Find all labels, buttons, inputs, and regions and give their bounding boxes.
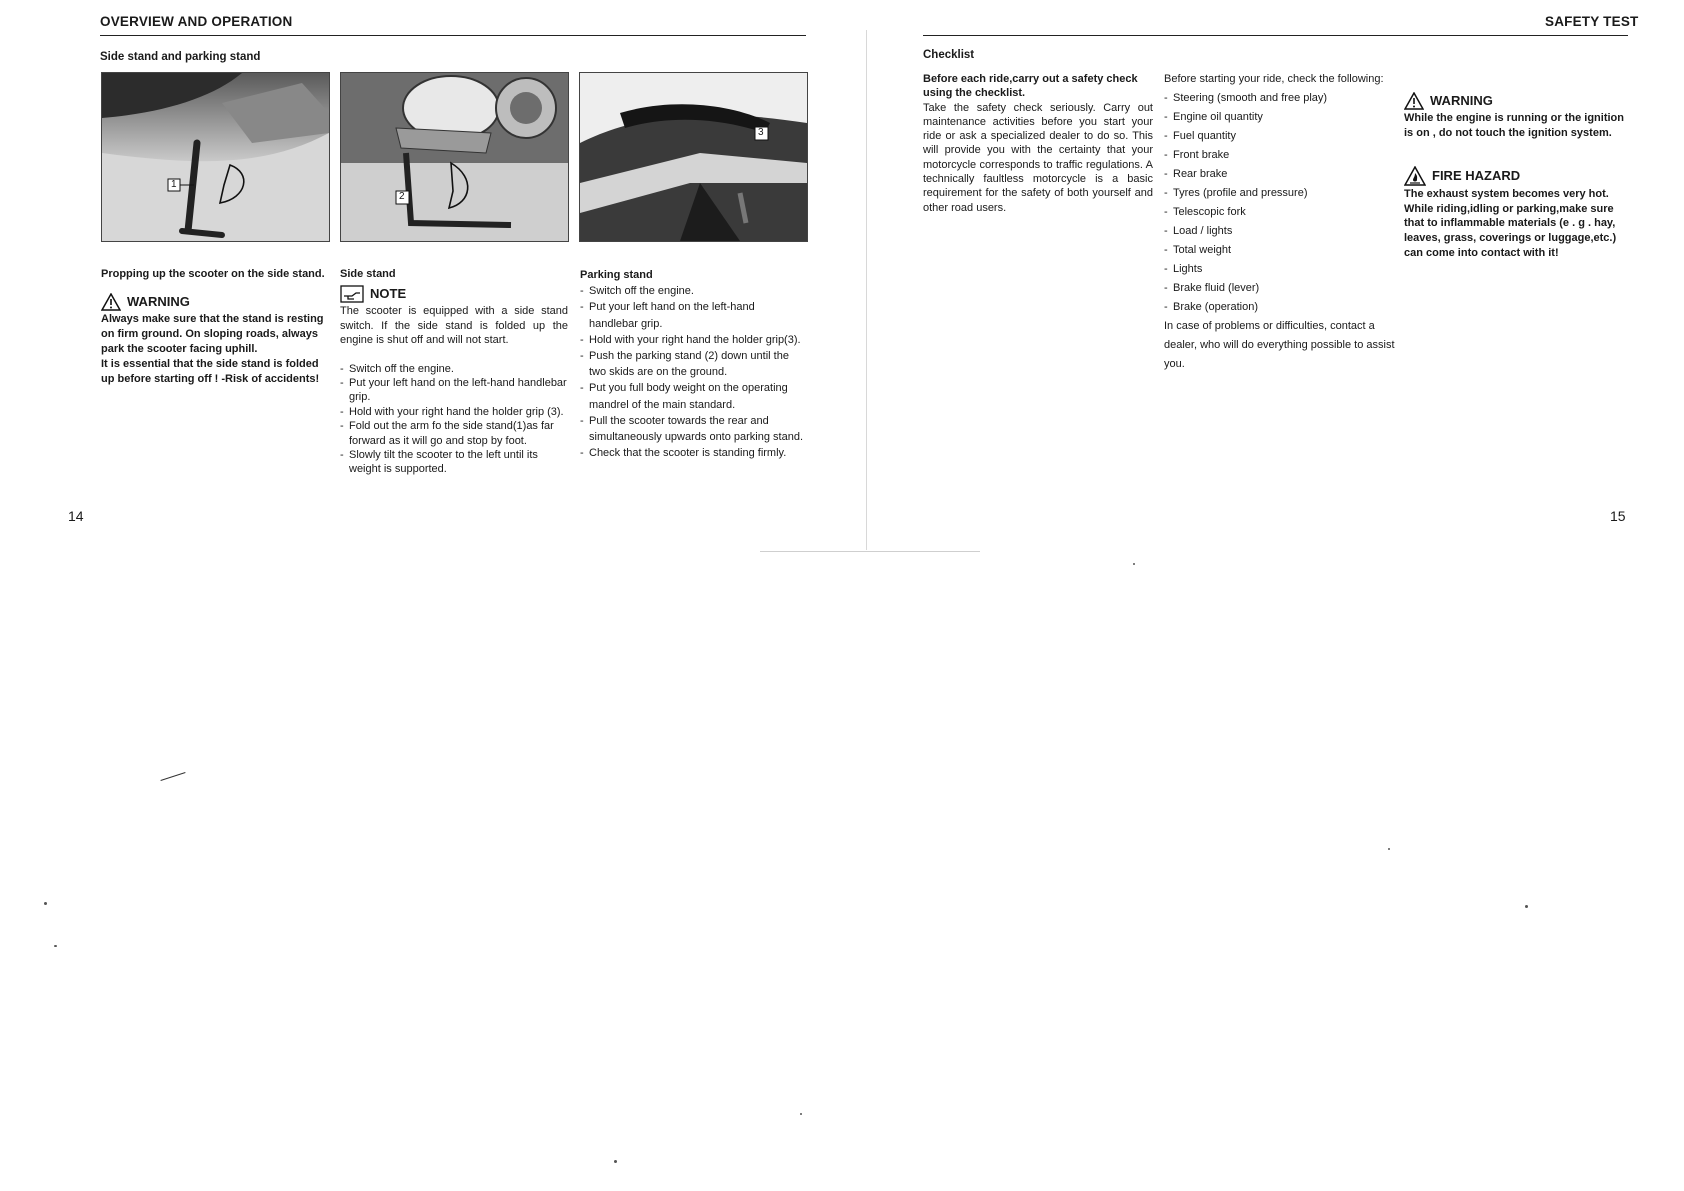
right-column-3 [1404,84,1630,260]
warning-text-1: Always make sure that the stand is resting on firm ground. On sloping roads, always park the scooter facing uphill. [101,313,324,355]
scan-speck [1388,848,1390,850]
warning-triangle-icon [1404,92,1424,110]
list-item: - Push the parking stand (2) down until the two skids are on the ground. [580,348,806,380]
right-page-number: 15 [1610,508,1626,524]
right-header-rule [923,35,1628,36]
list-item: - Put you full body weight on the operating mandrel of the main standard. [580,380,806,412]
list-item: - Engine oil quantity [1164,108,1396,127]
fire-hazard-text: The exhaust system becomes very hot. While riding,idling or parking,make sure that to inflammable materials (e . g . hay, leaves, grass, coverings or luggage,etc.) can come into contact with it! [1404,188,1617,259]
page-fold [866,30,867,550]
pointing-hand-icon [340,285,364,303]
list-item: - Put your left hand on the left-hand handlebar grip. [580,299,806,331]
list-item: - Brake fluid (lever) [1164,279,1396,298]
scan-mark [160,772,185,781]
list-item: - Total weight [1164,241,1396,260]
scan-speck [44,902,47,905]
warning-triangle-icon [101,293,121,311]
warning-text-2: It is essential that the side stand is folded up before starting off ! -Risk of accidents! [101,357,320,385]
left-header-rule [100,35,806,36]
side-stand-propping-title: Propping up the scooter on the side stand. [101,268,325,280]
list-item: - Load / lights [1164,222,1396,241]
list-item: - Fuel quantity [1164,127,1396,146]
list-item: - Tyres (profile and pressure) [1164,184,1396,203]
ignition-warning-text: While the engine is running or the ignition is on , do not touch the ignition system. [1404,112,1624,139]
scan-speck [614,1160,617,1163]
list-item: - Telescopic fork [1164,203,1396,222]
photo-parking-stand [340,72,569,242]
parking-stand-title: Parking stand [580,269,653,281]
list-item: - Rear brake [1164,165,1396,184]
photo-callout-1: 1 [171,179,177,190]
list-item: - Check that the scooter is standing firmly. [580,445,806,461]
left-page-number: 14 [68,508,84,524]
left-page-header: OVERVIEW AND OPERATION [100,14,293,29]
note-label: NOTE [370,286,407,302]
checklist-lead: Before each ride,carry out a safety check using the checklist. [923,73,1138,100]
fire-hazard-label: FIRE HAZARD [1432,167,1521,183]
left-column-1 [101,267,329,386]
list-item: - Pull the scooter towards the rear and simultaneously upwards onto parking stand. [580,413,806,445]
checklist-intro: Before starting your ride, check the following: [1164,73,1384,85]
right-column-2 [1164,70,1396,374]
side-stand-title: Side stand [340,268,396,280]
list-item: - Switch off the engine. [340,362,568,376]
side-stand-steps [340,362,568,477]
photo-callout-2: 2 [399,191,405,202]
scan-speck [1133,563,1135,565]
scan-speck [800,1113,802,1115]
list-item: - Hold with your right hand the holder grip (3). [340,405,568,419]
photo-callout-3: 3 [758,127,764,138]
checklist-body: Take the safety check seriously. Carry out maintenance activities before you start your ride or ask a specialized dealer to do so. This will provide you with the certainty that your motorcycle corresponds to traffic regulations. A technically faultless motorcycle is a basic requirement for the safety of both yourself and other road users. [923,101,1153,214]
list-item: - Steering (smooth and free play) [1164,89,1396,108]
warning-heading [101,293,329,311]
right-section-title: Checklist [923,49,975,61]
fire-hazard-heading [1404,166,1630,186]
photo-side-stand [101,72,330,242]
left-column-2 [340,267,568,477]
checklist-items [1164,89,1396,317]
page-fold-base [760,551,980,552]
list-item: - Brake (operation) [1164,298,1396,317]
photo-holder-grip [579,72,808,242]
note-heading [340,285,568,303]
scan-speck [54,945,57,947]
list-item: - Slowly tilt the scooter to the left until its weight is supported. [340,448,568,477]
right-page-header: SAFETY TEST [1545,14,1639,29]
list-item: - Front brake [1164,146,1396,165]
right-warning-heading [1404,92,1630,110]
list-item: - Put your left hand on the left-hand handlebar grip. [340,376,568,405]
parking-stand-steps [580,283,806,461]
fire-hazard-icon [1404,166,1426,186]
list-item: - Fold out the arm fo the side stand(1)as far forward as it will go and stop by foot. [340,419,568,448]
left-section-title: Side stand and parking stand [100,51,261,63]
list-item: - Hold with your right hand the holder grip(3). [580,332,806,348]
checklist-outro: In case of problems or difficulties, contact a dealer, who will do everything possible to assist you. [1164,320,1395,370]
note-text: The scooter is equipped with a side stand switch. If the side stand is folded up the engine is shut off and will not start. [340,305,568,347]
warning-label: WARNING [127,294,190,310]
left-column-3 [580,267,806,461]
right-warning-label: WARNING [1430,92,1493,108]
list-item: - Switch off the engine. [580,283,806,299]
scan-speck [1525,905,1528,908]
right-column-1 [923,72,1153,215]
list-item: - Lights [1164,260,1396,279]
